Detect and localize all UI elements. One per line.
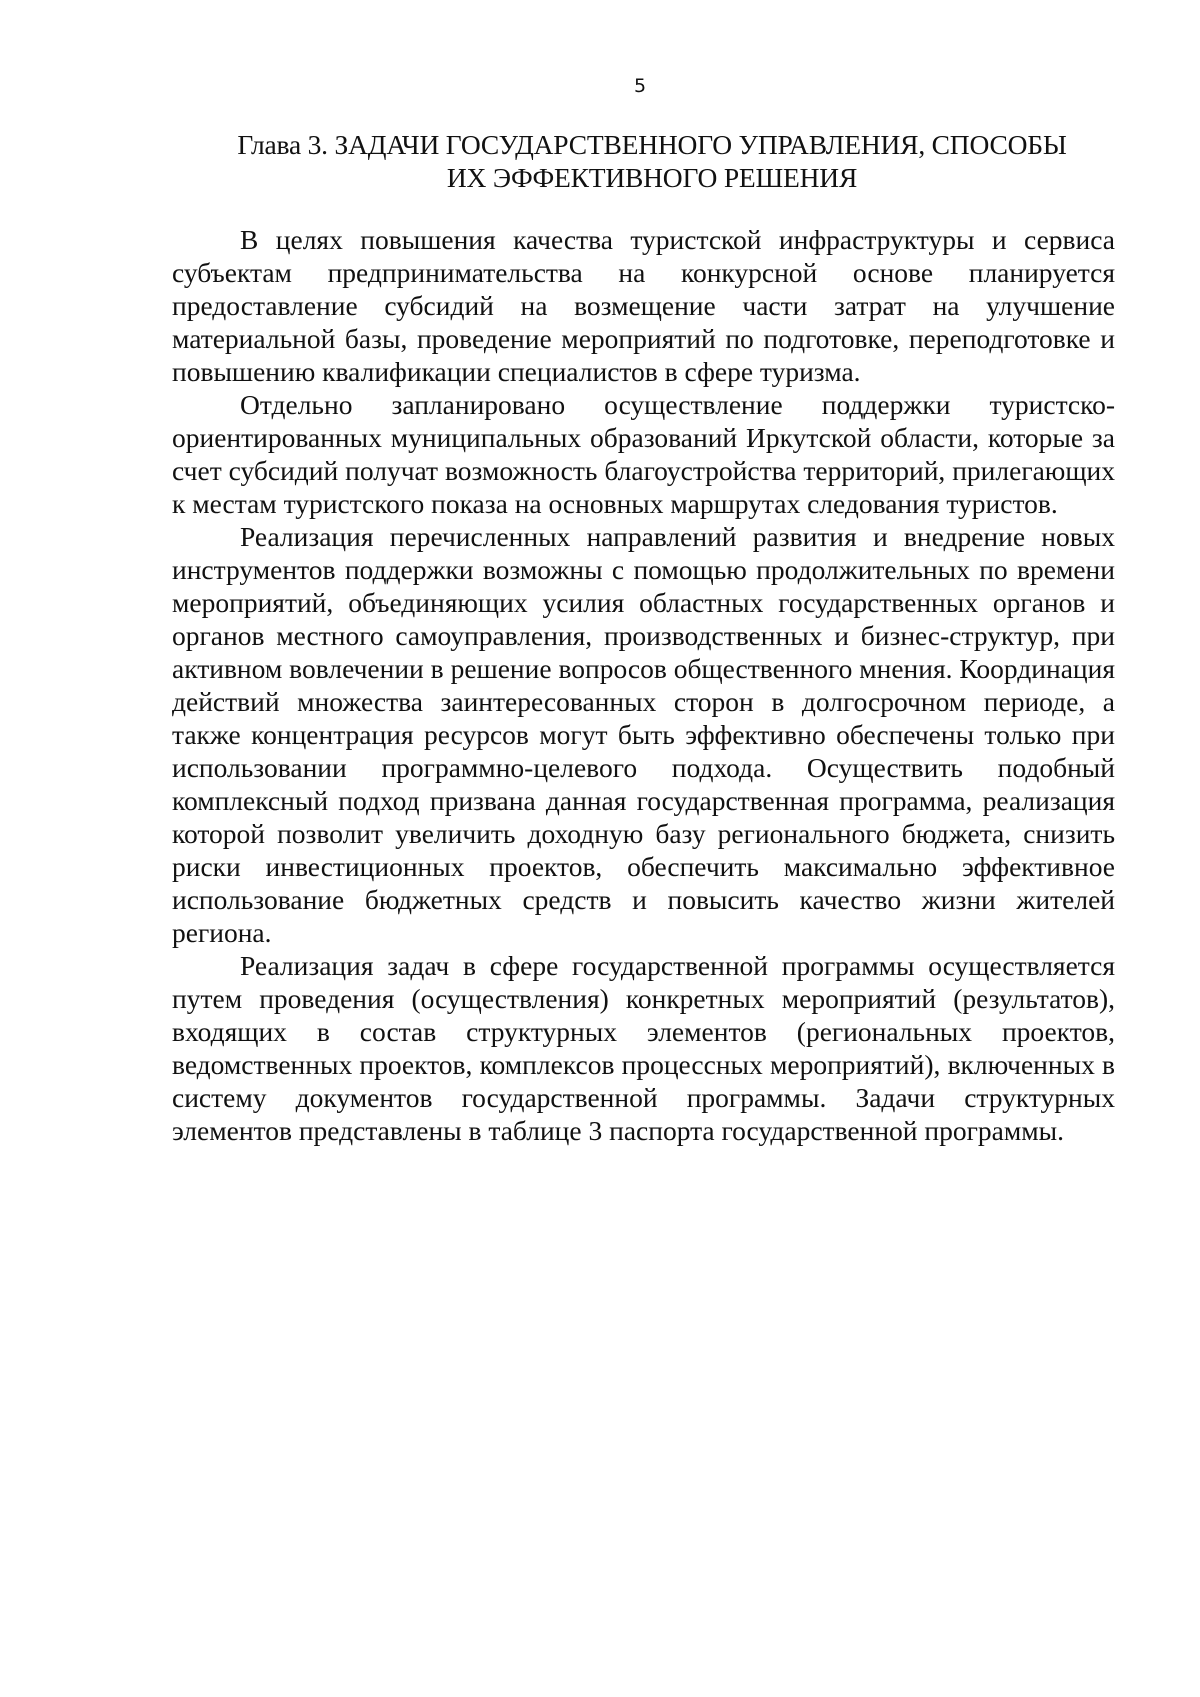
chapter-title-line-2: ИХ ЭФФЕКТИВНОГО РЕШЕНИЯ bbox=[446, 162, 858, 193]
paragraph-tourism-infrastructure: В целях повышения качества туристской инфраструктуры и сервиса субъектам предпринимательства на конкурсной основе планируется предоставление субсидий на возмещение части затрат на улучшение материальной базы, проведение мероприятий по подготовке, переподготовке и повышению квалификации специалистов в сфере туризма. bbox=[172, 224, 1115, 387]
paragraph-program-approach: Реализация перечисленных направлений развития и внедрение новых инструментов поддержки возможны с помощью продолжительных по времени мероприятий, объединяющих усилия областных государственных органов и органов местного самоуправления, производственных и бизнес-структур, при активном вовлечении в решение вопросов общественного мнения. Координация действий множества заинтересованных сторон в долгосрочном периоде, а также концентрация ресурсов могут быть эффективно обеспечены только при использовании программно-целевого подхода. Осуществить подобный комплексный подход призвана данная государственная программа, реализация которой позволит увеличить доходную базу регионального бюджета, снизить риски инвестиционных проектов, обеспечить максимально эффективное использование бюджетных средств и повысить качество жизни жителей региона. bbox=[172, 521, 1115, 948]
page-number: 5 bbox=[633, 75, 647, 97]
chapter-title bbox=[172, 128, 1132, 194]
paragraph-structural-elements: Реализация задач в сфере государственной программы осуществляется путем проведения (осуществления) конкретных мероприятий (результатов), входящих в состав структурных элементов (региональных проектов, ведомственных проектов, комплексов процессных мероприятий), включенных в систему документов государственной программы. Задачи структурных элементов представлены в таблице 3 паспорта государственной программы. bbox=[172, 950, 1115, 1146]
body-text bbox=[172, 223, 1115, 1147]
paragraph-municipal-support: Отдельно запланировано осуществление поддержки туристско-ориентированных муниципальных образований Иркутской области, которые за счет субсидий получат возможность благоустройства территорий, прилегающих к местам туристского показа на основных маршрутах следования туристов. bbox=[172, 389, 1115, 519]
chapter-title-line-1: Глава 3. ЗАДАЧИ ГОСУДАРСТВЕННОГО УПРАВЛЕНИЯ, СПОСОБЫ bbox=[237, 129, 1067, 160]
